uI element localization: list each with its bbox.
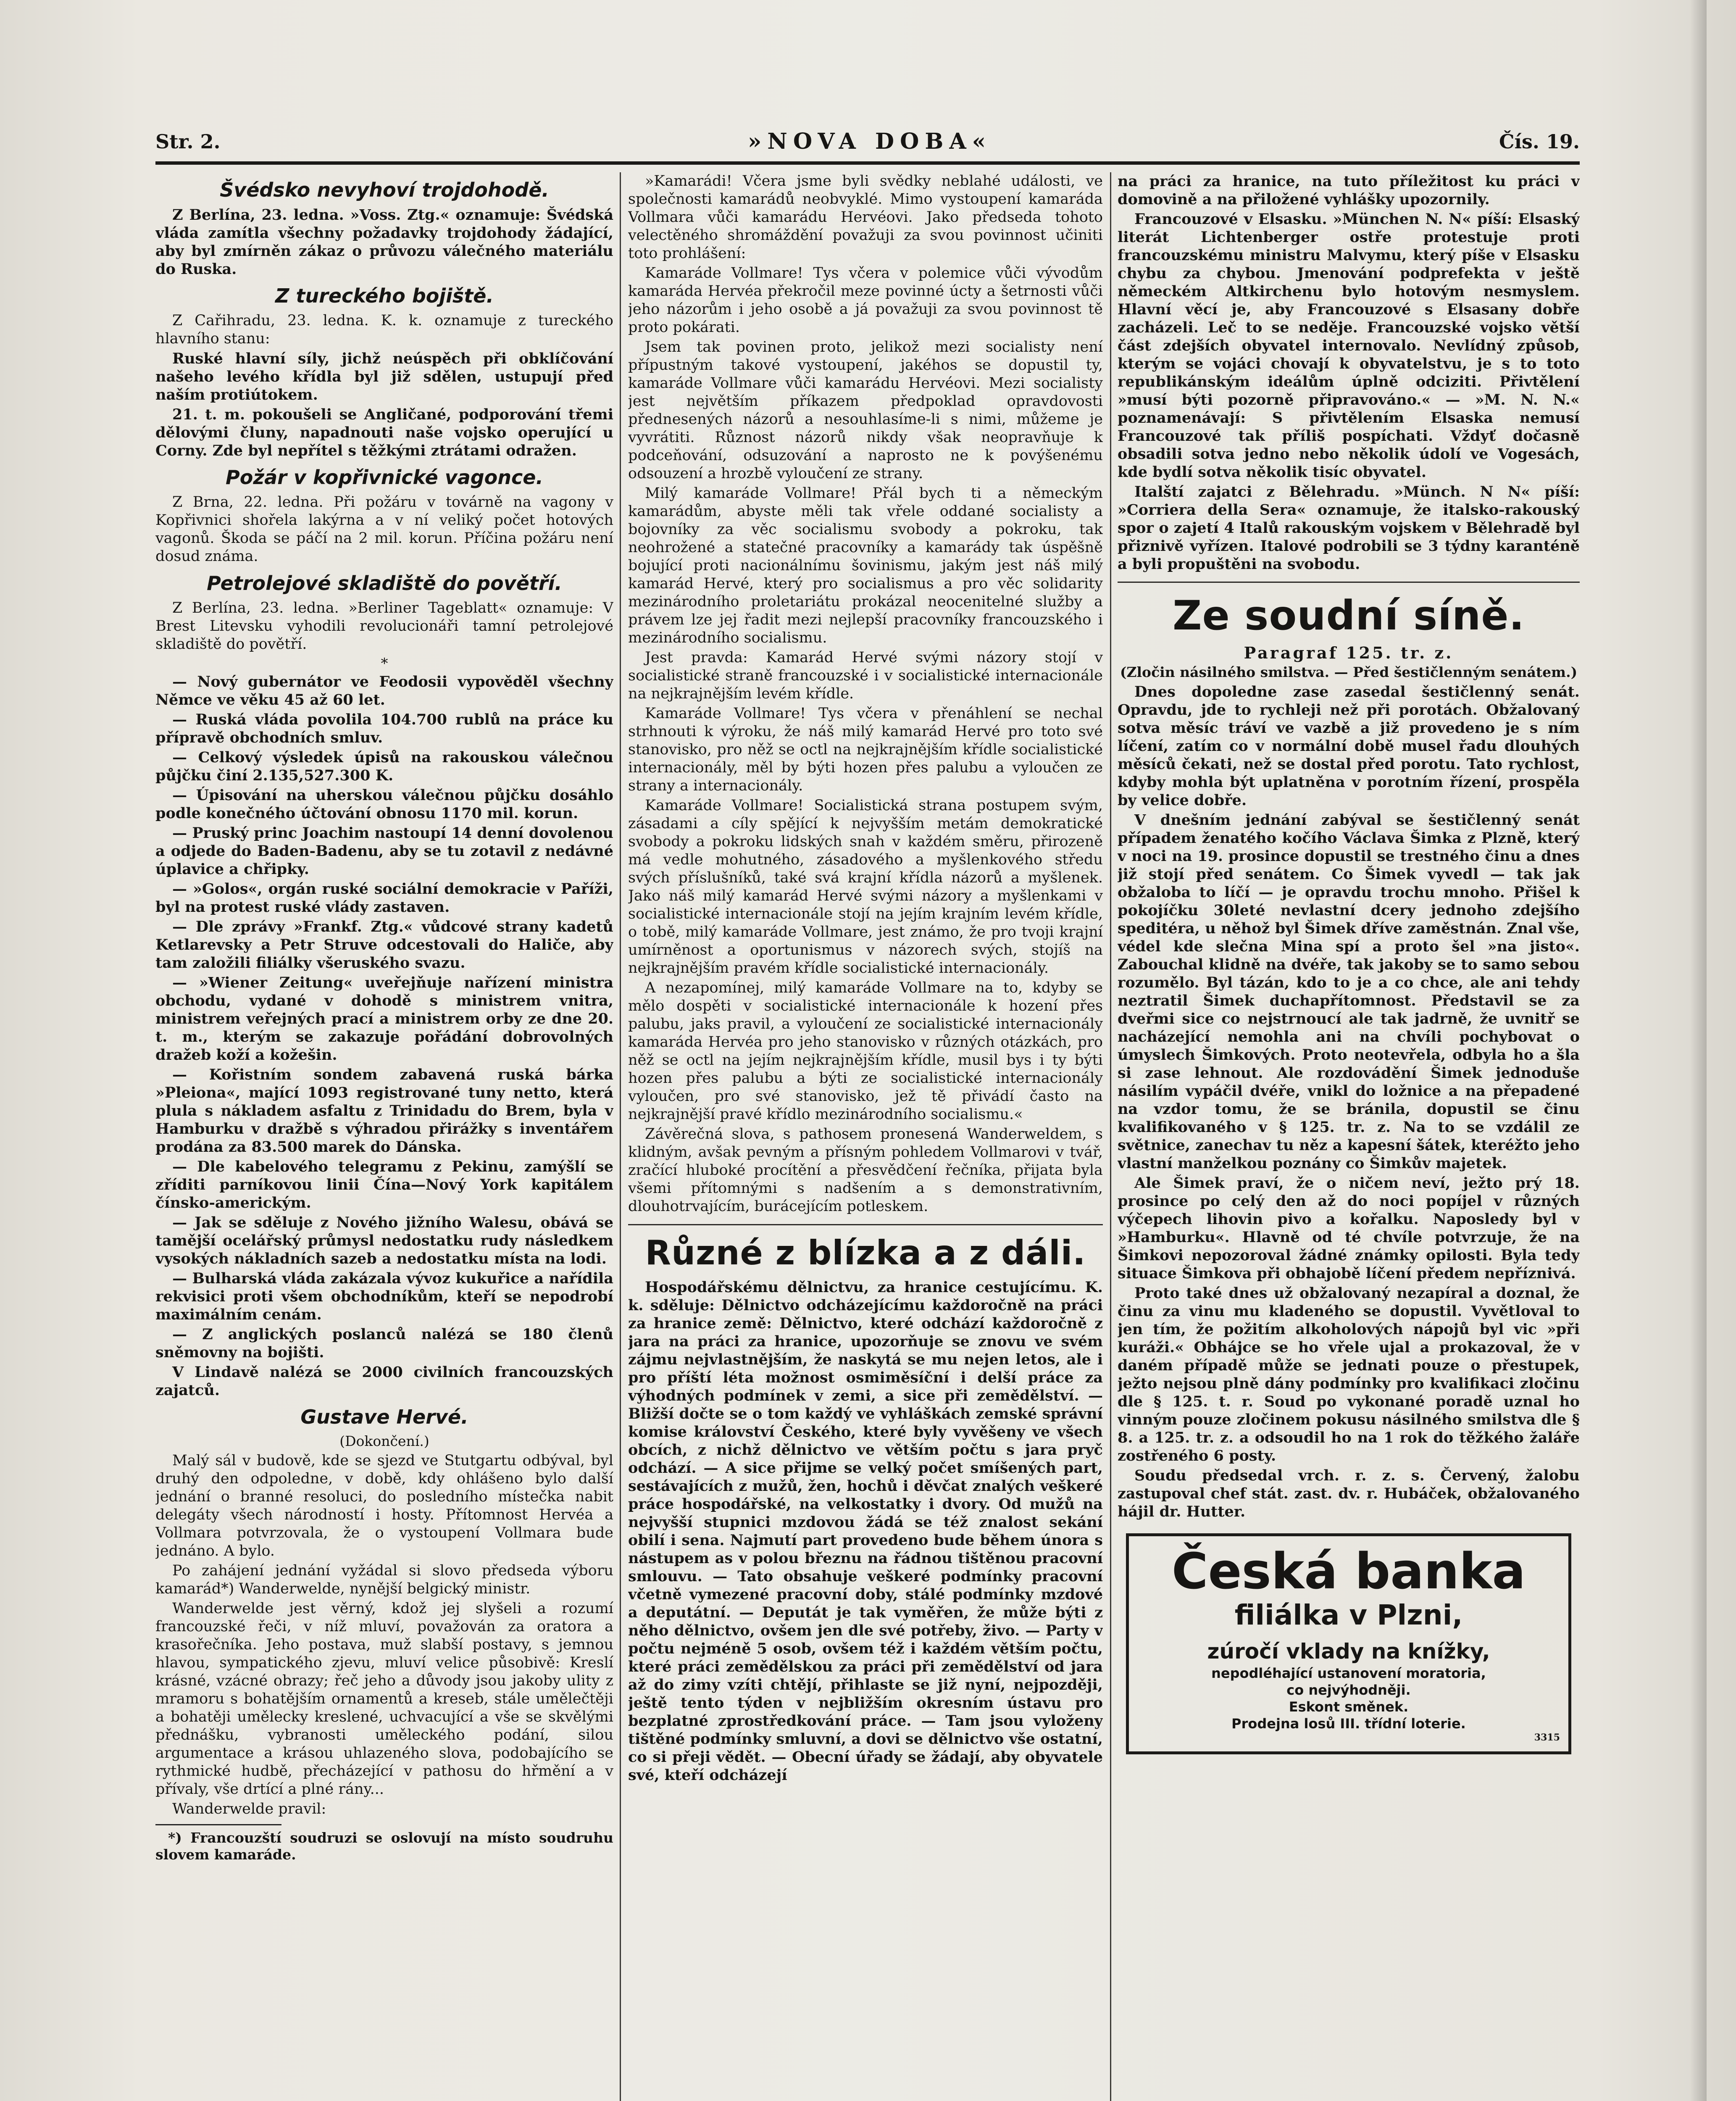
news-item: — Pruský princ Joachim nastoupí 14 denní dovolenou a odjede do Baden-Badenu, aby se tu zotavil z nedávné úplavice a chřipky. bbox=[155, 824, 613, 878]
news-item: V Lindavě nalézá se 2000 civilních francouzských zajatců. bbox=[155, 1364, 613, 1399]
news-item: — Jak se sděluje z Nového jižního Walesu, obává se tamější ocelářský průmysl nedostatku rudy následkem vysokých nákladních sazeb a nedostatku místa na lodi. bbox=[155, 1214, 613, 1267]
article-sweden: Z Berlína, 23. ledna. »Voss. Ztg.« oznamuje: Švédská vláda zamítla všechny požadavky trojdohody žádající, aby byl zmírněn zákaz o průvozu válečného materiálu do Ruska. bbox=[155, 206, 613, 278]
article-italian-prisoners: Italští zajatci z Bělehradu. »Münch. N N« píší: »Corriera della Sera« oznamuje, že italsko-rakouský spor o zajetí 4 Italů rakouským vojskem v Bělehradě byl přiznivě vyřízen. Italové podrobili se 3 týdny karanténě a byli propuštěni na svobodu. bbox=[1118, 483, 1580, 573]
court-subtitle: (Zločin násilného smilstva. — Před šestičlenným senátem.) bbox=[1120, 664, 1578, 680]
column-2 bbox=[628, 172, 1103, 2101]
court-paragraph: Proto také dnes už obžalovaný nezapíral a doznal, že činu za vinu mu kladeného se dopustil. Vyvětloval to jen tím, že požitím alkoholových nápojů byl vic »při kuráži.« Obhájce se ho vřele ujal a prokazoval, že v daném případě může se jednati pouze o přestupek, ježto nejsou plně dány podmínky pro kvalifikaci zločinu dle § 125. t. r. Soud po vykonané poradě uznal ho vinným pouze zločinem pokusu násilného smilstva dle § 8. a 125. tr. z. a odsoudil ho na 1 rok do těžkého žaláře zostřeného 6 posty. bbox=[1118, 1285, 1580, 1464]
headline-court: Ze soudní síně. bbox=[1173, 592, 1525, 639]
article-agricultural-workers: Hospodářskému dělnictvu, za hranice cestujícímu. K. k. sděluje: Dělnictvo odcházejícímu každoročně na práci za hranice země: Dělnictvo, které odchází každoročně z jara na práci za hranice, upozorňuje se znovu ve svém zájmu nejvlastnějším, že naskytá se mu nejen letos, ale i pro příští léta možnost osmiměsíční i delší práce za výhodných podmínek v zemi, a sice při zemědělství. — Bližší dočte se o tom každý ve vyhláškách zemské správní komise království Českého, které byly vyvěšeny ve všech obcích, z nichž dělnictvo ve větším počtu s jara pryč odchází. — A sice přijme se velký počet smíšených part, sestávajících z mužů, žen, hochů i děvčat znalých veškeré práce hospodářské, na velkostatky i dvory. Od mužů na nejvyšší stupnici mzdovou žádá se též znalost sekání obilí i sena. Najmutí part provedeno bude během února s nástupem as v polou březnu na řádnou tištěnou pracovní smlouvu. — Tato obsahuje veškeré podmínky pracovní včetně vymezené pracovní doby, stálé podmínky mzdové a deputátní. — Deputát je tak vyměřen, že může býti z něho dělnictvo, ovšem jen dle své potřeby, živo. — Party v počtu nejméně 5 osob, ovšem též i každém větším počtu, které práci zemědělskou za práci při zemědělství od jara až do zimy vzíti chtějí, přihlaste se již nyní, nejpozději, ještě tento týden v nejbližším okresním ústavu pro bezplatné zprostředkování práce. — Tam jsou vyloženy tištěné podmínky smluvní, a dovi se dělnictvo vše ostatní, co si přeji vědět. — Obecní úřady se žádají, aby obyvatele své, kteří odcházejí bbox=[628, 1279, 1103, 1784]
headline-herve: Gustave Hervé. bbox=[300, 1406, 468, 1428]
header-rule bbox=[155, 161, 1580, 165]
speech-paragraph: »Kamarádi! Včera jsme byli svědky neblahé události, ve společnosti kamarádů neobvyklé. Mimo vystoupení kamaráda Vollmara vůči kamarádu Hervéovi. Jako předseda tohoto velectěného shromáždění považuji za svou povinnost učiniti toto prohlášení: bbox=[628, 173, 1103, 262]
news-item: — »Golos«, orgán ruské sociální demokracie v Paříži, byl na protest ruské vlády zastaven. bbox=[155, 880, 613, 916]
footnote-rule bbox=[155, 1824, 281, 1825]
speech-paragraph: Závěrečná slova, s pathosem pronesená Wanderweldem, s klidným, avšak pevným a přísným pohledem Vollmarovi v tvář, zračící hluboké procítění a přesvědčení řečníka, přijata byla všemi přítomnými s nadšením a s demonstrativním, dlouhotrvajícím, burácejícím potleskem. bbox=[628, 1126, 1103, 1215]
herve-paragraph: Po zahájení jednání vyžádal si slovo předseda výboru kamarád*) Wanderwelde, nynější belgický ministr. bbox=[155, 1562, 613, 1597]
court-paragraph: Dnes dopoledne zase zasedal šestičlenný senát. Opravdu, jde to rychleji než při porotách. Obžalovaný sotva měsíc tráví ve vazbě a již provedeno je s ním líčení, zatím co v normální době musel řadu dlouhých měsíců čekati, než se dostal před porotu. Tato rychlost, kdyby mohla být uplatněna v porotním řízení, prospěla by velice dobře. bbox=[1118, 683, 1580, 809]
bank-advertisement bbox=[1126, 1533, 1571, 1754]
news-item: — Bulharská vláda zakázala vývoz kukuřice a nařídila rekvisici proti všem obchodníkům, kteří se nepodrobí maximálním cenám. bbox=[155, 1270, 613, 1323]
column-1 bbox=[155, 172, 613, 2101]
speech-paragraph: Jsem tak povinen proto, jelikož mezi socialisty není přípustným takové vystoupení, jakéhos se dopustil ty, kamaráde Vollmare vůči kamarádu Hervéovi. Mezi socialisty jest největším příkazem předpoklad opravdovosti přednesených názorů a nesouhlasíme-li s nimi, můžeme je vyvrátiti. Různost názorů nikdy však neopravňuje k podceňování, odsuzování a naprosto ne k povýšenému odsouzení a hrozbě vyloučení ze strany. bbox=[628, 339, 1103, 482]
article-turkey-body-2: 21. t. m. pokoušeli se Angličané, podporování třemi dělovými čluny, napadnouti naše vojsko operující u Corny. Zde byl nepřítel s těžkými ztrátami odražen. bbox=[155, 406, 613, 459]
news-item: — »Wiener Zeitung« uveřejňuje nařízení ministra obchodu, vydané v dohodě s ministrem vnitra, ministrem veřejných prací a ministrem orby ze dne 20. t. m., kterým se zakazuje pořádání dobrovolných dražeb koží a kožešin. bbox=[155, 974, 613, 1064]
court-paragraph: Ale Šimek praví, že o ničem neví, ježto prý 18. prosince po celý den až do noci popíjel v různých výčepech lihovin pivo a kořalku. Naposledy byl v »Hamburku«. Hlavně od té chvíle potvrzuje, že na Šimkovi nepozoroval žádné známky opilosti. Byla tedy situace Šimkova při obhajobě líčení předem nepříznivá. bbox=[1118, 1174, 1580, 1282]
herve-paragraph: Wanderwelde pravil: bbox=[172, 1801, 326, 1817]
article-turkey-body-1: Ruské hlavní síly, jichž neúspěch při obklíčování našeho levého křídla byl již sdělen, ustupují před naším protiútokem. bbox=[155, 350, 613, 403]
page-edge-shadow bbox=[1690, 0, 1707, 2101]
news-item: — Kořistním sondem zabavená ruská bárka »Pleiona«, mající 1093 registrované tuny netto, která plula s nákladem asfaltu z Trinidadu do Brem, byla v Hamburku v dražbě s výhradou přirážky s inventářem prodána za 83.500 marek do Dánska. bbox=[155, 1066, 613, 1156]
article-petrol: Z Berlína, 23. ledna. »Berliner Tageblatt« oznamuje: V Brest Litevsku vyhodili revolucionáři tamní petrolejové skladiště do povětří. bbox=[155, 600, 613, 653]
headline-ruzne: Různé z blízka a z dáli. bbox=[645, 1233, 1086, 1272]
ad-branch: filiálka v Plzni, bbox=[1234, 1599, 1463, 1631]
news-item: — Ruská vláda povolila 104.700 rublů na práce ku přípravě obchodních smluv. bbox=[155, 711, 613, 746]
article-alsace: Francouzové v Elsasku. »München N. N« píší: Elsaský literát Lichtenberger ostře protestuje proti francouzskému ministru Malvymu, který píše v Elsasku chybu za chybou. Jmenování podprefekta v ještě německém Altkirchenu bylo hotovým nesmyslem. Hlavní věcí je, aby Francouzové s Elsasany dobře zacházeli. Leč to se neděje. Francouzské vojsko větší část zdejších obyvatel internovalo. Nevlídný způsob, kterým se vojáci chovají k obyvatelstvu, je s to toto republikánským ideálům úplně odciziti. Přivtělení »musí býti pozorně připravováno.« — »M. N. N.« poznamenávají: S přivtělením Elsaska nemusí Francouzové tak příliš pospíchati. Vždyť dočasně obsadili sotva jedno nebo několik údolí ve Vogesách, kde bydlí sotva několik tisíc obyvatel. bbox=[1118, 211, 1580, 481]
ad-note: co nejvýhodněji. bbox=[1286, 1682, 1411, 1698]
herve-continuation: (Dokončení.) bbox=[339, 1433, 429, 1449]
court-paragraph: V dnešním jednání zabýval se šestičlenný senát případem ženatého kočího Václava Šimka z Plzně, který v noci na 19. prosince dopustil se trestného činu a dnes již stojí před senátem. Co Šimek vyvedl — tak jak obžaloba to líčí — je opravdu trochu mnoho. Přišel k pokojíčku 30leté nevlastní dcery jednoho zdejšího speditéra, u něhož byl Šimek dříve zaměstnán. Znal vše, védel kde slečna Mina spí a proto šel »na jisto«. Zabouchal klidně na dvéře, tak jakoby se to samo sebou rozumělo. Byl tázán, kdo to je a co chce, ale ani tehdy neztratil Šimek duchapřítomnost. Představil se za dveřmi sice co nejstrnoucí ale tak jadrně, že uvnitř se nacházející nemohla ani na chvíli pochybovat o úmyslech Šimkových. Proto neotevřela, odbyla ho a šla si zase lehnout. Ale rozdovádění Šimek jednoduše násilím vypáčil dvéře, vnikl do ložnice a na přepadené na vzdor tomu, že se bránila, dopustil se činu kvalifikovaného v § 125. tr. z. Na to se vzdálil ze světnice, zanechav tu něz a kapesní šátek, kteréžto jeho vlastní manželkou poznány co Šimkův majetek. bbox=[1118, 811, 1580, 1172]
headline-sweden: Švédsko nevyhoví trojdohodě. bbox=[220, 179, 549, 201]
section-rule bbox=[628, 1224, 1103, 1225]
headline-fire: Požár v kopřivnické vagonce. bbox=[226, 466, 543, 489]
ad-note: Prodejna losů III. třídní loterie. bbox=[1231, 1716, 1466, 1732]
newspaper-title: »NOVA DOBA« bbox=[747, 129, 992, 154]
page-header bbox=[155, 126, 1580, 160]
page-number: Str. 2. bbox=[155, 130, 221, 153]
footnote: *) Francouzští soudruzi se oslovují na místo soudruhu slovem kamaráde. bbox=[155, 1830, 613, 1863]
ad-code: 3315 bbox=[1534, 1732, 1560, 1743]
article-continuation: na práci za hranice, na tuto příležitost ku práci v domovině a na přiložené vyhlášky upozornily. bbox=[1118, 173, 1580, 208]
news-item: — Z anglických poslanců nalézá se 180 členů sněmovny na bojišti. bbox=[155, 1326, 613, 1361]
speech-paragraph: Jest pravda: Kamarád Hervé svými názory stojí v socialistické straně francouzské i v socialistické internacionále na nejkrajnějším levém křídle. bbox=[628, 649, 1103, 702]
news-item: — Celkový výsledek úpisů na rakouskou válečnou půjčku činí 2.135,527.300 K. bbox=[155, 749, 613, 784]
news-item: — Úpisování na uherskou válečnou půjčku dosáhlo podle konečného účtování obnosu 1170 mil. korun. bbox=[155, 787, 613, 822]
herve-paragraph: Malý sál v budově, kde se sjezd ve Stutgartu odbýval, byl druhý den odpoledne, v době, kdy ohlášeno bylo další jednání o branné resoluci, do posledního místečka nabit delegáty všech národností i hosty. Přítomnost Hervéa a Vollmara potvrzovala, že o vystoupení Vollmara bude jednáno. A bylo. bbox=[155, 1452, 613, 1559]
section-rule bbox=[1118, 582, 1580, 583]
news-item: — Dle zprávy »Frankf. Ztg.« vůdcové strany kadetů Ketlarevsky a Petr Struve odcestovali do Haliče, aby tam založili filiálky všeruského svazu. bbox=[155, 918, 613, 972]
court-paragraph-title: Paragraf 125. tr. z. bbox=[1244, 643, 1454, 662]
speech-paragraph: Kamaráde Vollmare! Socialistická strana postupem svým, zásadami a cíly spějící k nejvyšším metám demokratické svobody a pokroku lidských snah v každém směru, přirozeně má vedle mohutného, zásadového a myšlenkového středu svých příslušníků, také svá krajní křídla názorů a myšlenek. Jako náš milý kamarád Hervé svými názory a myšlenkami v socialistické internacionále stojí na jejím krajním levém křídle, o tobě, milý kamaráde Vollmare, jest známo, že pro tvoji krajní umírněnost a oportunismus v názorech svých, stojíš na nejkrajnějším pravém křídle socialistické internacionály. bbox=[628, 797, 1103, 977]
news-item: — Dle kabelového telegramu z Pekinu, zamýšlí se zříditi parníkovou linii Čína—Nový York kapitálem čínsko-americkým. bbox=[155, 1158, 613, 1211]
headline-petrol: Petrolejové skladiště do povětří. bbox=[207, 572, 562, 595]
column-rule-2 bbox=[1110, 172, 1111, 2101]
ad-note: Eskont směnek. bbox=[1289, 1699, 1409, 1715]
herve-paragraph: Wanderwelde jest věrný, kdož jej slyšeli a rozumí francouzské řeči, v níž mluví, považován za oratora a krasořečníka. Jeho postava, muž slabší postavy, s jemnou hlavou, sympatického zjevu, mluví velice působivě: Kreslí krásné, vzácné obrazy; řeč jeho a důvody jsou jakoby ulity z mramoru s bohatějším ornamentů a kreseb, stále umělečtěji a bohatěji umělecky kreslené, uchvacující a vše se skvělými přednášku, vybranosti uměleckého podání, silou argumentace a krásou uhlazeného slova, podobajícího se rythmické hudbě, přecházející v pathosu do hřmění a v přívaly, vše drtící a plné rány... bbox=[155, 1600, 613, 1798]
court-paragraph: Soudu předsedal vrch. r. z. s. Červený, žalobu zastupoval chef stát. zast. dv. r. Hubáček, obžalovaného hájil dr. Hutter. bbox=[1118, 1467, 1580, 1520]
section-star: * bbox=[381, 655, 388, 672]
ad-bank-name: Česká banka bbox=[1171, 1542, 1526, 1600]
article-fire: Z Brna, 22. ledna. Při požáru v továrně na vagony v Kopřivnici shořela lakýrna a v ní veliký počet hotových vagonů. Škoda se páčí na 2 mil. korun. Příčina požáru není dosud známa. bbox=[155, 494, 613, 565]
speech-paragraph: Milý kamaráde Vollmare! Přál bych ti a německým kamarádům, abyste měli tak vřele oddané socialisty a bojovníky za věc socialismu svobody a pokroku, tak neohrožené a statečné pracovníky a kamarády tak úspěšně bojující proti nacionálnímu šovinismu, jakým jest náš milý kamarád Hervé, který pro socialismus a pro věc solidarity mezinárodního proletariátu prokázal neocenitelné služby a právem lze jej řadit mezi nejlepší pracovníky francouzského i mezinárodního socialismu. bbox=[628, 485, 1103, 646]
speech-paragraph: Kamaráde Vollmare! Tys včera v přenáhlení se nechal strhnouti k výroku, že náš milý kamarád Hervé pro toto své stanovisko, pro něž se octl na nejkrajnějším křídle socialistické internacionály, měl by býti hozen přes palubu a vyloučen ze strany a internacionály. bbox=[628, 705, 1103, 794]
issue-number: Čís. 19. bbox=[1499, 130, 1580, 153]
column-3 bbox=[1118, 172, 1580, 2101]
article-turkey-intro: Z Cařihradu, 23. ledna. K. k. oznamuje z tureckého hlavního stanu: bbox=[155, 312, 613, 347]
headline-turkey: Z tureckého bojiště. bbox=[275, 284, 494, 307]
speech-paragraph: Kamaráde Vollmare! Tys včera v polemice vůči vývodům kamaráda Hervéa překročil meze povinné úcty a šetrnosti vůči jeho názorům i jeho osobě a já považuji za svou povinnost tě proto pokárati. bbox=[628, 265, 1103, 336]
column-rule-1 bbox=[620, 172, 621, 2101]
ad-note: nepodléhající ustanovení moratoria, bbox=[1211, 1665, 1486, 1681]
speech-paragraph: A nezapomínej, milý kamaráde Vollmare na to, kdyby se mělo dospěti v socialistické internacionále k hození přes palubu, jaks pravil, a vyloučení ze socialistické internacionály kamaráda Hervéa pro jeho stanovisko v různých otázkách, pro něž se octl na jejím nejkrajnějším křídle, musil bys i ty býti hozen přes palubu a býti ze socialistické internacionály vyloučen, pro své stanovisko, jež tě přivádí často na nejkrajnější pravé křídlo mezinárodního socialismu.« bbox=[628, 979, 1103, 1123]
ad-offer: zúročí vklady na knížky, bbox=[1207, 1639, 1490, 1664]
news-item: — Nový gubernátor ve Feodosii vypověděl všechny Němce ve věku 45 až 60 let. bbox=[155, 673, 613, 708]
